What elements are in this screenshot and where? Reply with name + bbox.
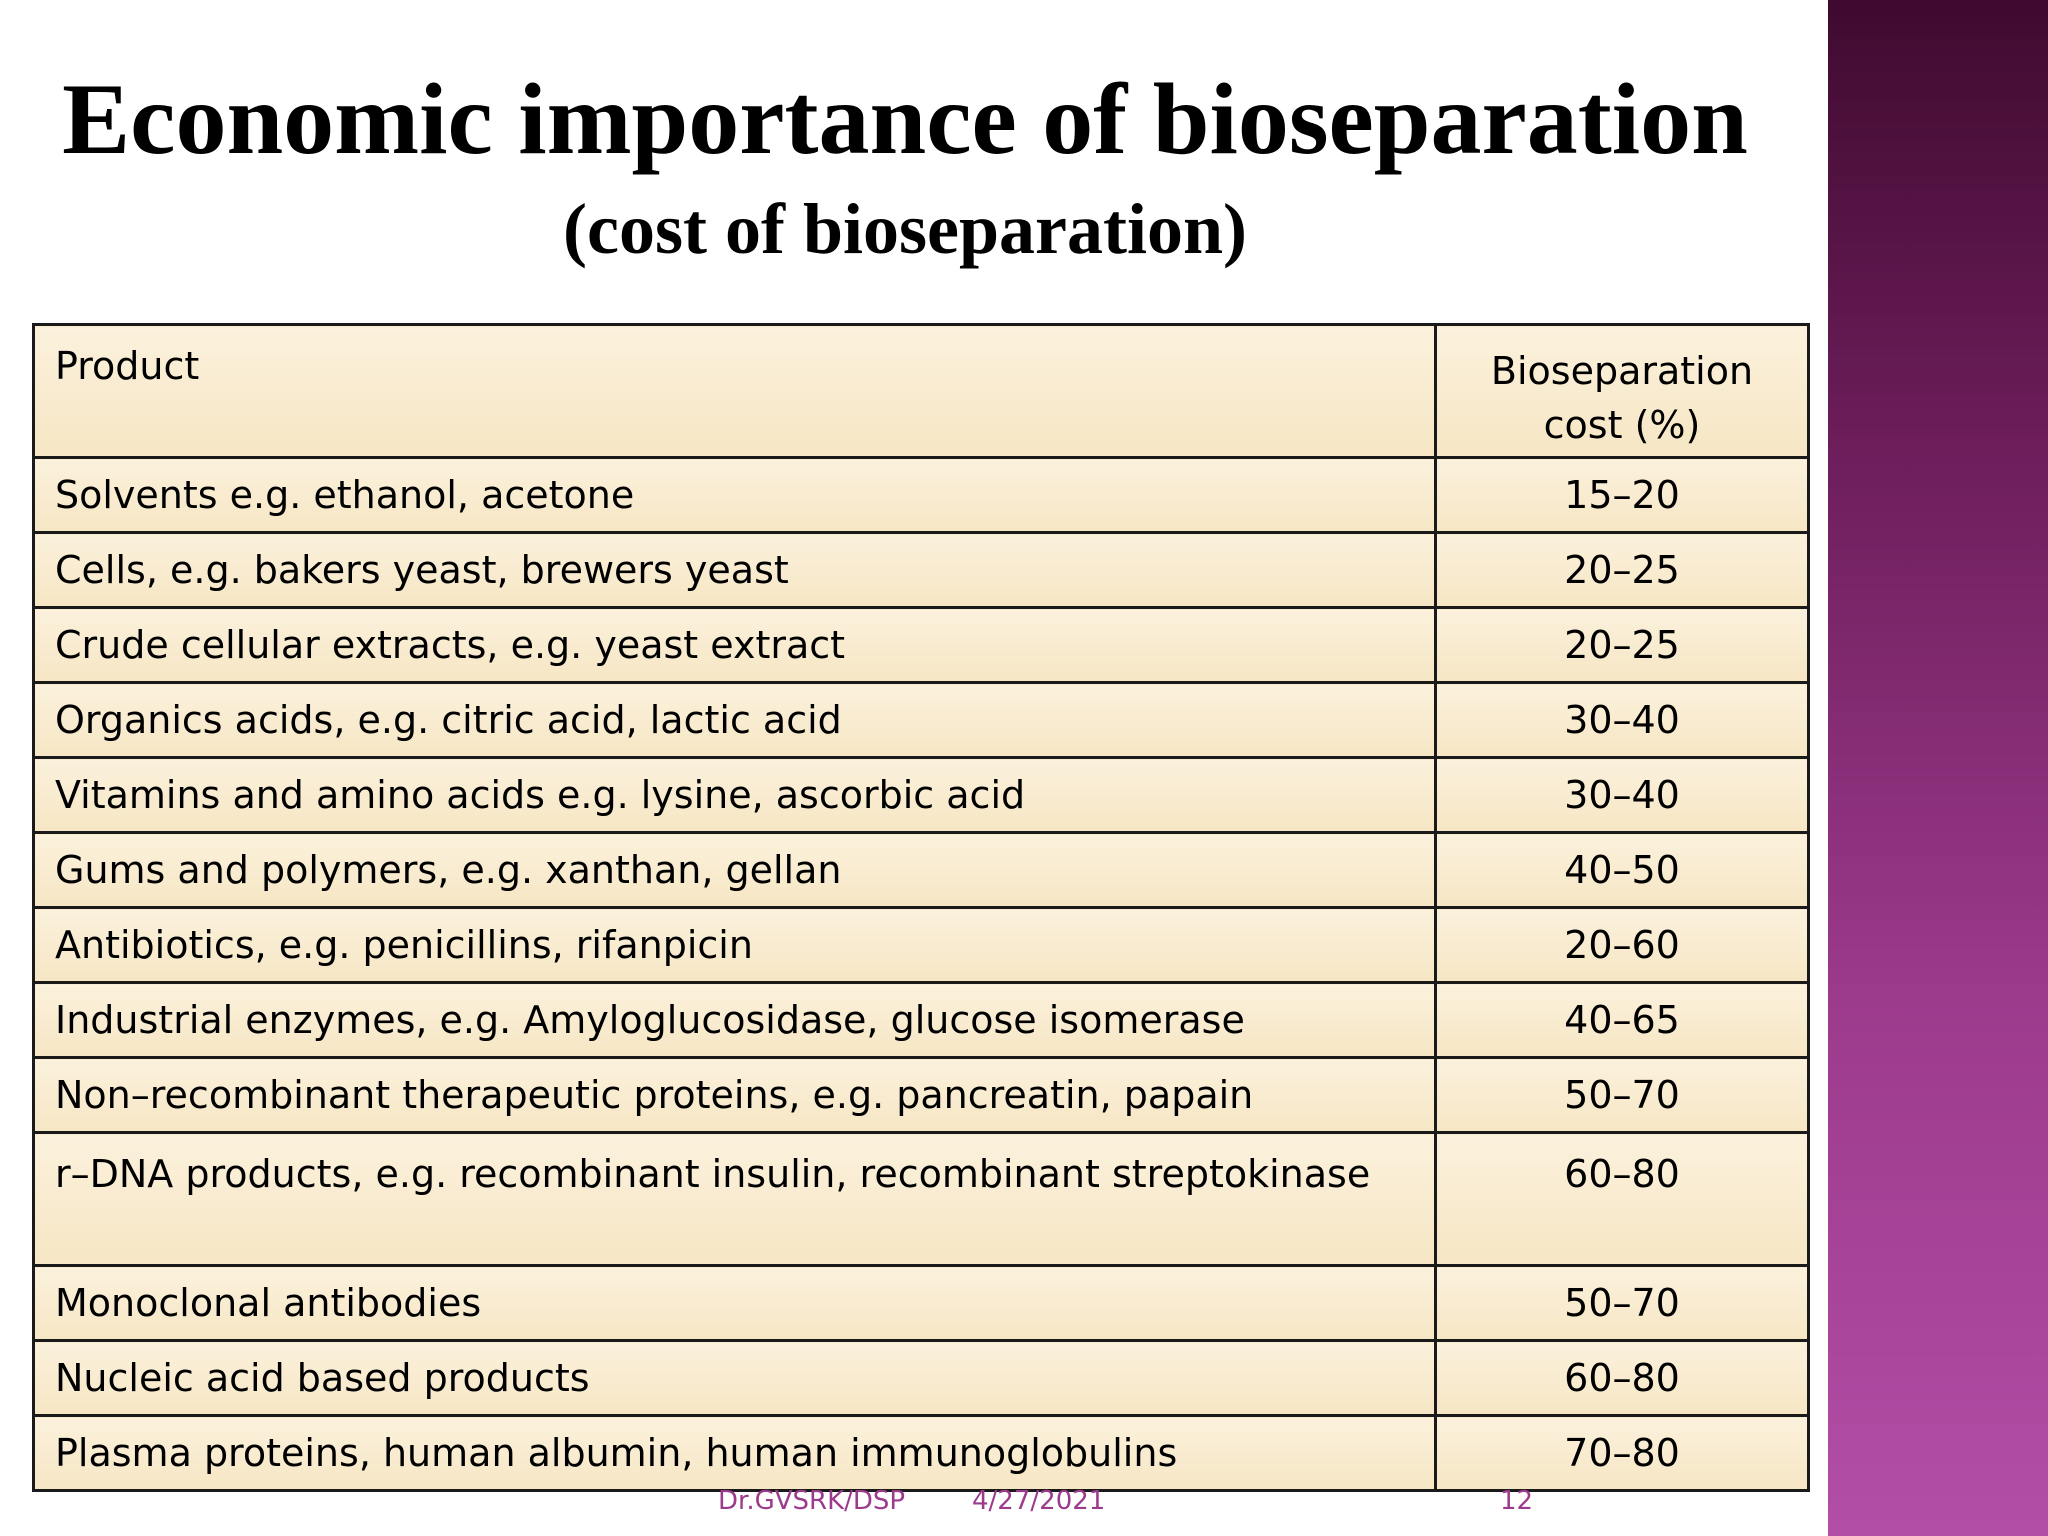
footer-author: Dr.GVSRK/DSP bbox=[718, 1486, 906, 1516]
cell-cost: 20–60 bbox=[1436, 908, 1809, 983]
cell-cost: 40–50 bbox=[1436, 833, 1809, 908]
table-row bbox=[34, 683, 1809, 758]
cell-cost: 50–70 bbox=[1436, 1266, 1809, 1341]
header-product: Product bbox=[34, 325, 1436, 458]
table-row bbox=[34, 1416, 1809, 1491]
cell-cost: 20–25 bbox=[1436, 533, 1809, 608]
cell-cost: 30–40 bbox=[1436, 683, 1809, 758]
bioseparation-cost-table bbox=[32, 323, 1810, 1492]
cell-product: Solvents e.g. ethanol, acetone bbox=[34, 458, 1436, 533]
cell-cost: 50–70 bbox=[1436, 1058, 1809, 1133]
cell-product: Nucleic acid based products bbox=[34, 1341, 1436, 1416]
cell-cost: 40–65 bbox=[1436, 983, 1809, 1058]
cell-product: Gums and polymers, e.g. xanthan, gellan bbox=[34, 833, 1436, 908]
footer-date: 4/27/2021 bbox=[972, 1486, 1106, 1516]
cell-cost: 30–40 bbox=[1436, 758, 1809, 833]
footer-page-number: 12 bbox=[1500, 1486, 1534, 1516]
cell-product: r–DNA products, e.g. recombinant insulin, recombinant streptokinase bbox=[34, 1133, 1436, 1266]
table-row bbox=[34, 983, 1809, 1058]
header-cost: Bioseparation cost (%) bbox=[1436, 325, 1809, 458]
cell-product: Crude cellular extracts, e.g. yeast extract bbox=[34, 608, 1436, 683]
table-row bbox=[34, 833, 1809, 908]
table-row bbox=[34, 1341, 1809, 1416]
table-row bbox=[34, 908, 1809, 983]
cell-product: Industrial enzymes, e.g. Amyloglucosidase, glucose isomerase bbox=[34, 983, 1436, 1058]
slide-title: Economic importance of bioseparation bbox=[62, 63, 1748, 176]
table-row bbox=[34, 458, 1809, 533]
cell-product: Vitamins and amino acids e.g. lysine, ascorbic acid bbox=[34, 758, 1436, 833]
cell-cost: 60–80 bbox=[1436, 1341, 1809, 1416]
table-row bbox=[34, 1133, 1809, 1266]
cell-cost: 60–80 bbox=[1436, 1133, 1809, 1266]
table-row bbox=[34, 608, 1809, 683]
cell-cost: 20–25 bbox=[1436, 608, 1809, 683]
table-row bbox=[34, 533, 1809, 608]
table-row bbox=[34, 1058, 1809, 1133]
decorative-side-band bbox=[1828, 0, 2048, 1536]
cell-product: Non–recombinant therapeutic proteins, e.g. pancreatin, papain bbox=[34, 1058, 1436, 1133]
cell-product: Antibiotics, e.g. penicillins, rifanpicin bbox=[34, 908, 1436, 983]
cell-cost: 15–20 bbox=[1436, 458, 1809, 533]
cell-product: Organics acids, e.g. citric acid, lactic acid bbox=[34, 683, 1436, 758]
table-row bbox=[34, 1266, 1809, 1341]
cell-product: Cells, e.g. bakers yeast, brewers yeast bbox=[34, 533, 1436, 608]
table-header-row bbox=[34, 325, 1809, 458]
cell-product: Plasma proteins, human albumin, human immunoglobulins bbox=[34, 1416, 1436, 1491]
table-row bbox=[34, 758, 1809, 833]
cell-cost: 70–80 bbox=[1436, 1416, 1809, 1491]
slide-subtitle: (cost of bioseparation) bbox=[563, 189, 1247, 269]
cell-product: Monoclonal antibodies bbox=[34, 1266, 1436, 1341]
